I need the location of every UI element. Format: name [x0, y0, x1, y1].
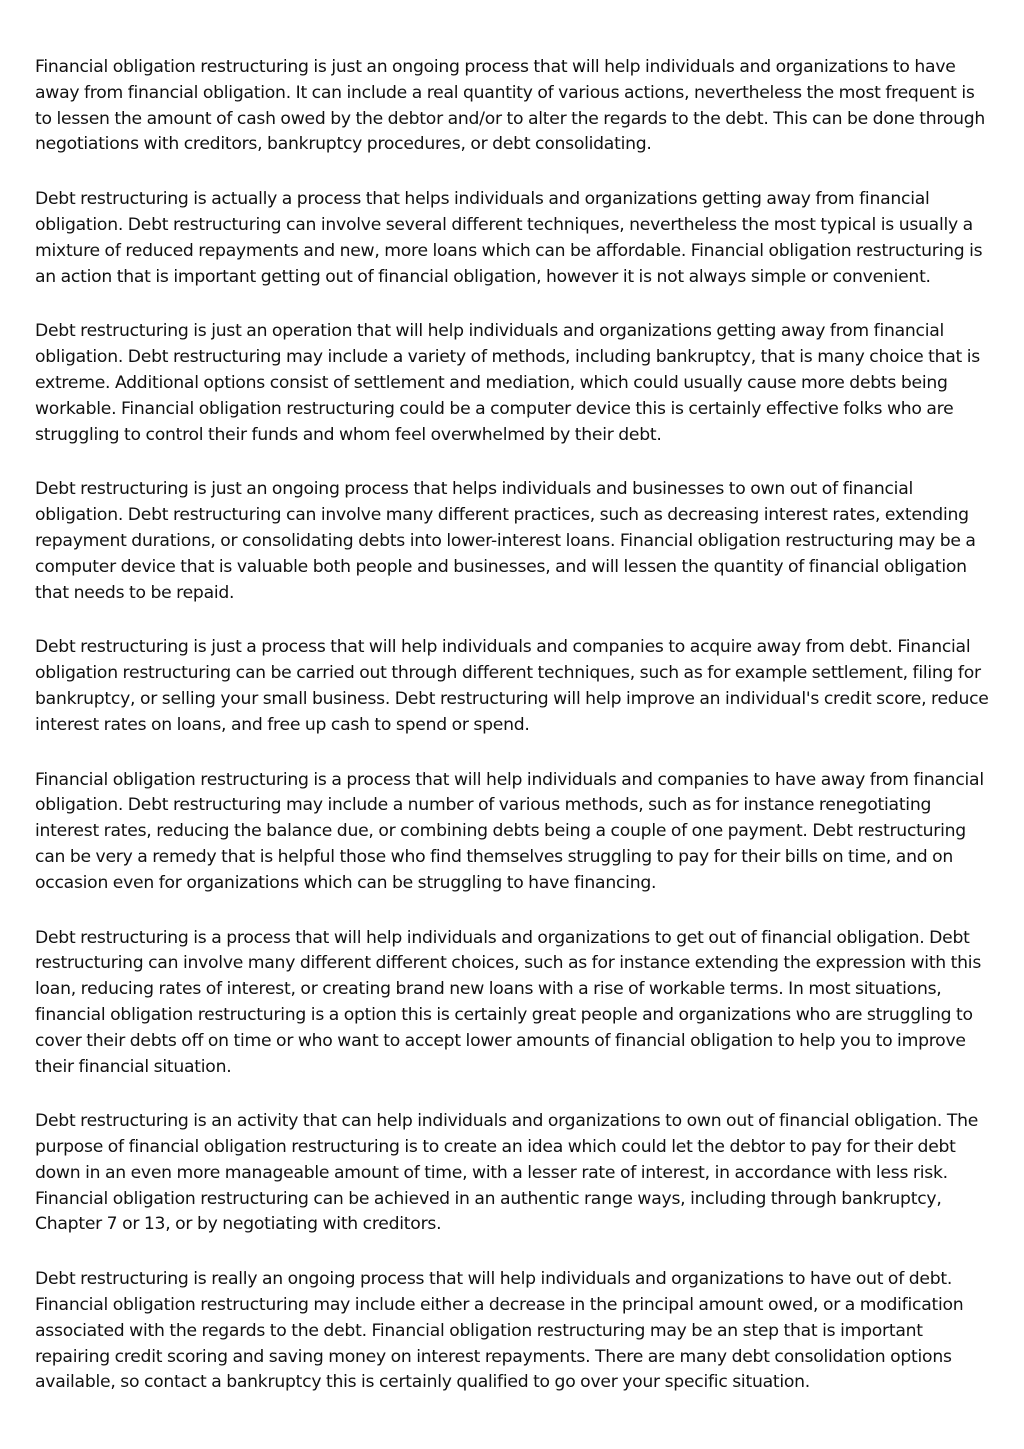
paragraph-6: Financial obligation restructuring is a process that will help individuals and companies to have away from financial obligation. Debt restructuring may include a number of various methods, such as for instance renegotiating interest rates, reducing the balance due, or combining debts being a couple of one payment. Debt restructuring can be very a remedy that is helpful those who find themselves struggling to pay for their bills on time, and on occasion even for organizations which can be struggling to have financing. [35, 769, 984, 893]
paragraph-9: Debt restructuring is really an ongoing process that will help individuals and organizations to have out of debt. Financial obligation restructuring may include either a decrease in the principal amount owed, or a modification associated with the regards to the debt. Financial obligation restructuring may be an step that is important repairing credit scoring and saving money on interest repayments. There are many debt consolidation options available, so contact a bankruptcy this is certainly qualified to go over your specific situation. [35, 1269, 964, 1393]
paragraph-2: Debt restructuring is actually a process that helps individuals and organizations getting away from financial obligation. Debt restructuring can involve several different techniques, nevertheless the most typical is usually a mixture of reduced repayments and new, more loans which can be affordable. Financial obligation restructuring is an action that is important getting out of financial obligation, however it is not always simple or convenient. [35, 189, 983, 287]
paragraph-8: Debt restructuring is an activity that can help individuals and organizations to own out of financial obligation. The purpose of financial obligation restructuring is to create an idea which could let the debtor to pay for their debt down in an even more manageable amount of time, with a lesser rate of interest, in accordance with less risk. Financial obligation restructuring can be achieved in an authentic range ways, including through bankruptcy, Chapter 7 or 13, or by negotiating with creditors. [35, 1111, 979, 1235]
document-body [35, 55, 989, 1425]
paragraph-1: Financial obligation restructuring is just an ongoing process that will help individuals and organizations to have away from financial obligation. It can include a real quantity of various actions, nevertheless the most frequent is to lessen the amount of cash owed by the debtor and/or to alter the regards to the debt. This can be done through negotiations with creditors, bankruptcy procedures, or debt consolidating. [35, 57, 986, 155]
paragraph-3: Debt restructuring is just an operation that will help individuals and organizations getting away from financial obligation. Debt restructuring may include a variety of methods, including bankruptcy, that is many choice that is extreme. Additional options consist of settlement and mediation, which could usually cause more debts being workable. Financial obligation restructuring could be a computer device this is certainly effective folks who are struggling to control their funds and whom feel overwhelmed by their debt. [35, 321, 980, 445]
paragraph-4: Debt restructuring is just an ongoing process that helps individuals and businesses to own out of financial obligation. Debt restructuring can involve many different practices, such as decreasing interest rates, extending repayment durations, or consolidating debts into lower-interest loans. Financial obligation restructuring may be a computer device that is valuable both people and businesses, and will lessen the quantity of financial obligation that needs to be repaid. [35, 479, 976, 603]
paragraph-7: Debt restructuring is a process that will help individuals and organizations to get out of financial obligation. Debt restructuring can involve many different different choices, such as for instance extending the expression with this loan, reducing rates of interest, or creating brand new loans with a rise of workable terms. In most situations, financial obligation restructuring is a option this is certainly great people and organizations who are struggling to cover their debts off on time or who want to accept lower amounts of financial obligation to help you to improve their financial situation. [35, 927, 982, 1077]
paragraph-5: Debt restructuring is just a process that will help individuals and companies to acquire away from debt. Financial obligation restructuring can be carried out through different techniques, such as for example settlement, filing for bankruptcy, or selling your small business. Debt restructuring will help improve an individual's credit score, reduce interest rates on loans, and free up cash to spend or spend. [35, 637, 989, 735]
